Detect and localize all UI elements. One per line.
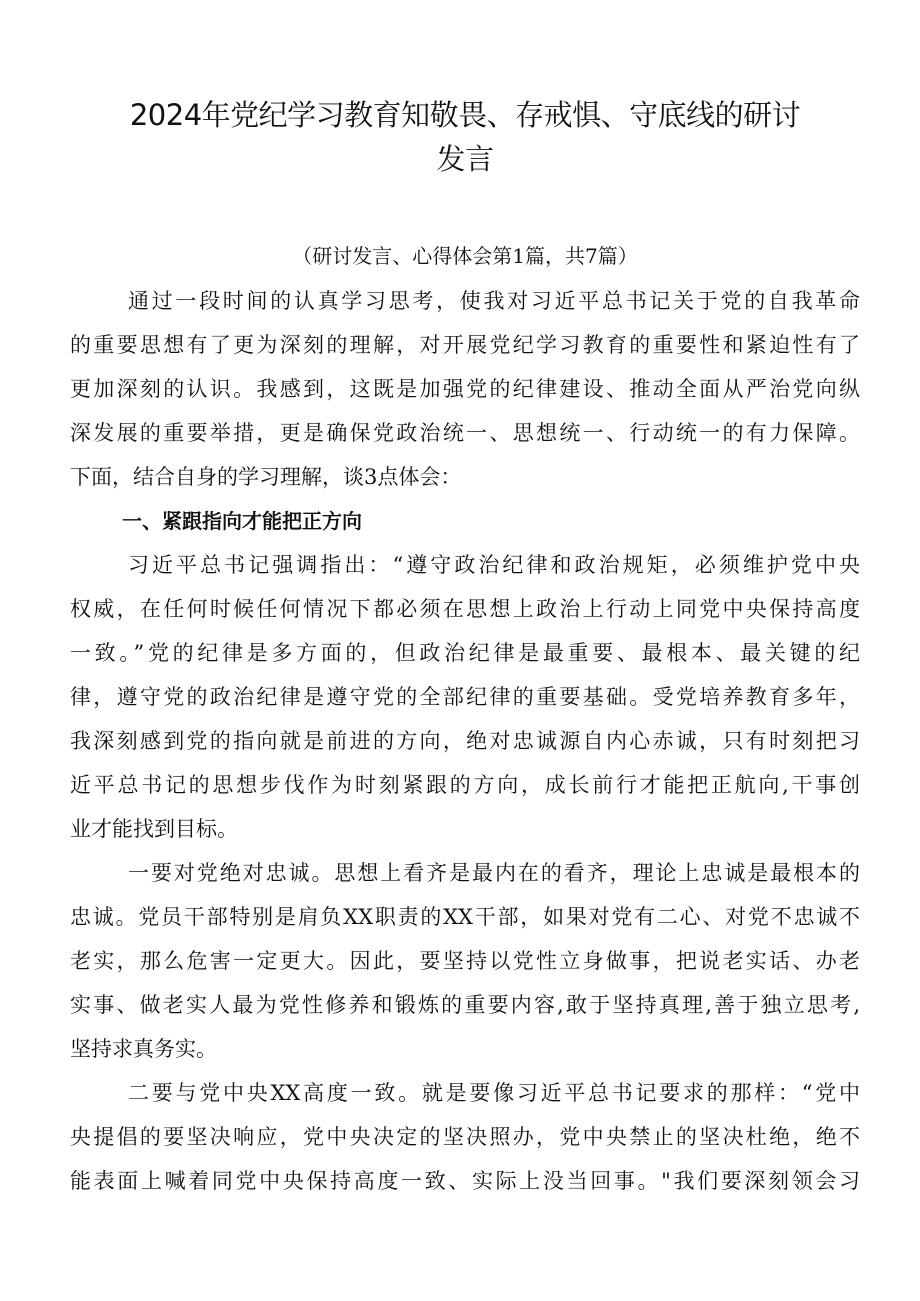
section-heading-1: 一、紧跟指向才能把正方向: [122, 509, 362, 533]
title-line-2: 发言: [436, 142, 494, 176]
paragraph-line: 下面，结合自身的学习理解，谈3点体会：: [70, 465, 462, 489]
document-subtitle: （研讨发言、心得体会第1篇，共7篇）: [292, 244, 638, 268]
paragraph-line: 业才能找到目标。: [70, 817, 238, 841]
paragraph-line: 通过一段时间的认真学习思考，使我对习近平总书记关于党的自我革命: [128, 289, 860, 313]
paragraph-line: 一要对党绝对忠诚。思想上看齐是最内在的看齐，理论上忠诚是最根本的: [128, 861, 860, 885]
paragraph-line: 我深刻感到党的指向就是前进的方向，绝对忠诚源自内心赤诚，只有时刻把习: [70, 729, 860, 753]
paragraph-line: 近平总书记的思想步伐作为时刻紧跟的方向，成长前行才能把正航向,干事创: [70, 773, 860, 797]
paragraph-line: 二要与党中央XX高度一致。就是要像习近平总书记要求的那样：“党中: [128, 1081, 860, 1105]
paragraph-line: 更加深刻的认识。我感到，这既是加强党的纪律建设、推动全面从严治党向纵: [70, 377, 860, 401]
paragraph-line: 实事、做老实人最为党性修养和锻炼的重要内容,敢于坚持真理,善于独立思考,: [70, 993, 860, 1017]
paragraph-line: 一致。”党的纪律是多方面的，但政治纪律是最重要、最根本、最关键的纪: [70, 641, 860, 665]
paragraph-line: 深发展的重要举措，更是确保党政治统一、思想统一、行动统一的有力保障。: [70, 421, 860, 445]
title-line-1: 2024年党纪学习教育知敬畏、存戒惧、守底线的研讨: [129, 98, 801, 132]
paragraph-line: 权威，在任何时候任何情况下都必须在思想上政治上行动上同党中央保持高度: [70, 597, 860, 621]
paragraph-line: 老实，那么危害一定更大。因此，要坚持以党性立身做事，把说老实话、办老: [70, 949, 860, 973]
paragraph-line: 能表面上喊着同党中央保持高度一致、实际上没当回事。"我们要深刻领会习: [70, 1169, 860, 1193]
paragraph-line: 习近平总书记强调指出：“遵守政治纪律和政治规矩，必须维护党中央: [128, 553, 860, 577]
paragraph-line: 律，遵守党的政治纪律是遵守党的全部纪律的重要基础。受党培养教育多年，: [70, 685, 860, 709]
paragraph-line: 坚持求真务实。: [70, 1037, 217, 1061]
paragraph-line: 的重要思想有了更为深刻的理解，对开展党纪学习教育的重要性和紧迫性有了: [70, 333, 860, 357]
paragraph-line: 忠诚。党员干部特别是肩负XX职责的XX干部，如果对党有二心、对党不忠诚不: [70, 905, 860, 929]
paragraph-line: 央提倡的要坚决响应，党中央决定的坚决照办，党中央禁止的坚决杜绝，绝不: [70, 1125, 860, 1149]
